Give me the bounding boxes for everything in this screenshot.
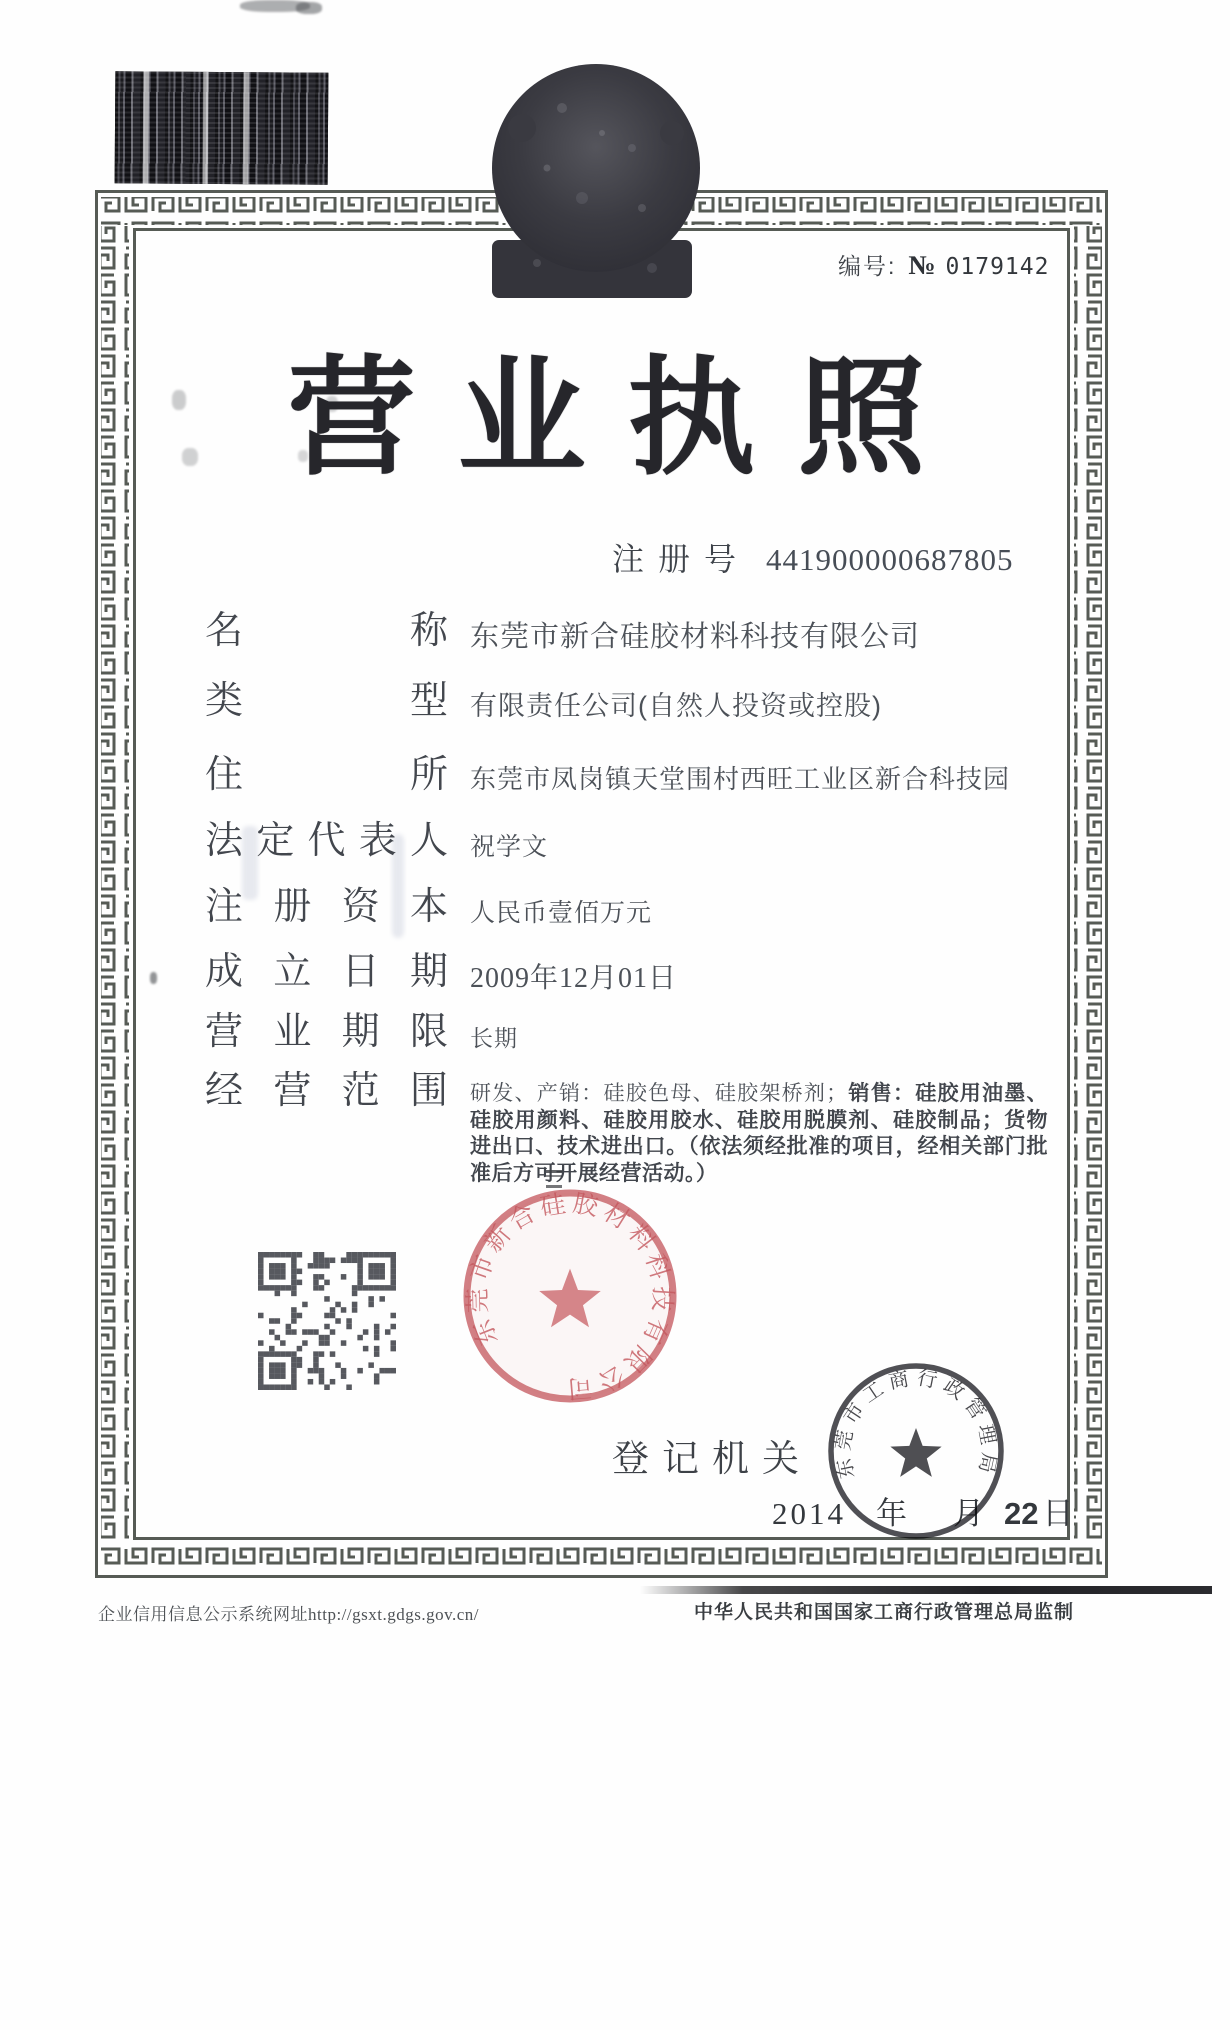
issue-year: 2014	[772, 1496, 846, 1531]
footer-public-system-url: 企业信用信息公示系统网址http://gsxt.gdgs.gov.cn/	[98, 1605, 479, 1624]
registrar-label: 登记机关	[612, 1438, 812, 1479]
field-label: 注册资本	[205, 886, 448, 928]
scan-edge-shadow	[640, 1586, 1212, 1594]
numero-symbol: №	[908, 250, 936, 280]
field-value: 人民币壹佰万元	[470, 899, 653, 927]
scan-speck	[296, 2, 322, 14]
barcode	[115, 71, 329, 184]
registration-digits: 441900000687805	[766, 542, 1014, 577]
footer-issuer: 中华人民共和国国家工商行政管理总局监制	[694, 1602, 1075, 1623]
field-value: 祝学文	[470, 833, 549, 861]
qr-code	[258, 1252, 396, 1390]
authority-seal-text: 东莞市工商行政管理局	[832, 1367, 1000, 1481]
year-char: 年	[876, 1496, 907, 1531]
field-value: 东莞市新合硅胶材料科技有限公司	[470, 621, 921, 653]
serial-number	[838, 248, 1049, 281]
national-emblem	[482, 58, 712, 303]
registration-label: 注册号	[612, 541, 751, 577]
field-label: 经营范围	[205, 1070, 448, 1112]
scope-part-1: 研发、产销：硅胶色母、硅胶架桥剂；	[470, 1082, 848, 1105]
scope-part-2: 销售：硅胶用油墨、硅胶用颜料、硅胶用胶水、硅胶用脱膜剂、硅胶制品；货物进出口、技术进出口。（依法须经批准的项目，经相关部门批准后方可开展经营活动。）	[470, 1082, 1049, 1185]
field-label: 营业期限	[205, 1011, 448, 1053]
field-value: 长期	[470, 1025, 518, 1051]
star-icon	[890, 1428, 941, 1477]
license-title: 营业执照	[287, 347, 968, 490]
month-char: 月	[953, 1496, 984, 1531]
field-value: 有限责任公司(自然人投资或控股)	[470, 691, 882, 721]
issue-day: 22	[1004, 1496, 1039, 1531]
field-label: 法定代表人	[205, 820, 448, 862]
serial-label: 编号:	[838, 253, 897, 279]
field-value: 东莞市凤岗镇天堂围村西旺工业区新合科技园	[470, 764, 1011, 794]
company-seal-text: 东莞市新合硅胶材料科技有限公司	[463, 1188, 677, 1403]
field-value: 2009年12月01日	[470, 963, 678, 994]
scan-speck	[150, 972, 157, 984]
field-label: 名称	[205, 610, 448, 652]
company-seal	[425, 1151, 715, 1441]
day-char: 日	[1042, 1496, 1074, 1531]
serial-digits: 0179142	[945, 254, 1050, 280]
field-label: 类型	[205, 680, 448, 722]
authority-seal	[816, 1351, 1016, 1551]
registration-number	[612, 534, 1014, 580]
field-label: 成立日期	[205, 951, 448, 993]
field-label: 住所	[205, 754, 448, 796]
